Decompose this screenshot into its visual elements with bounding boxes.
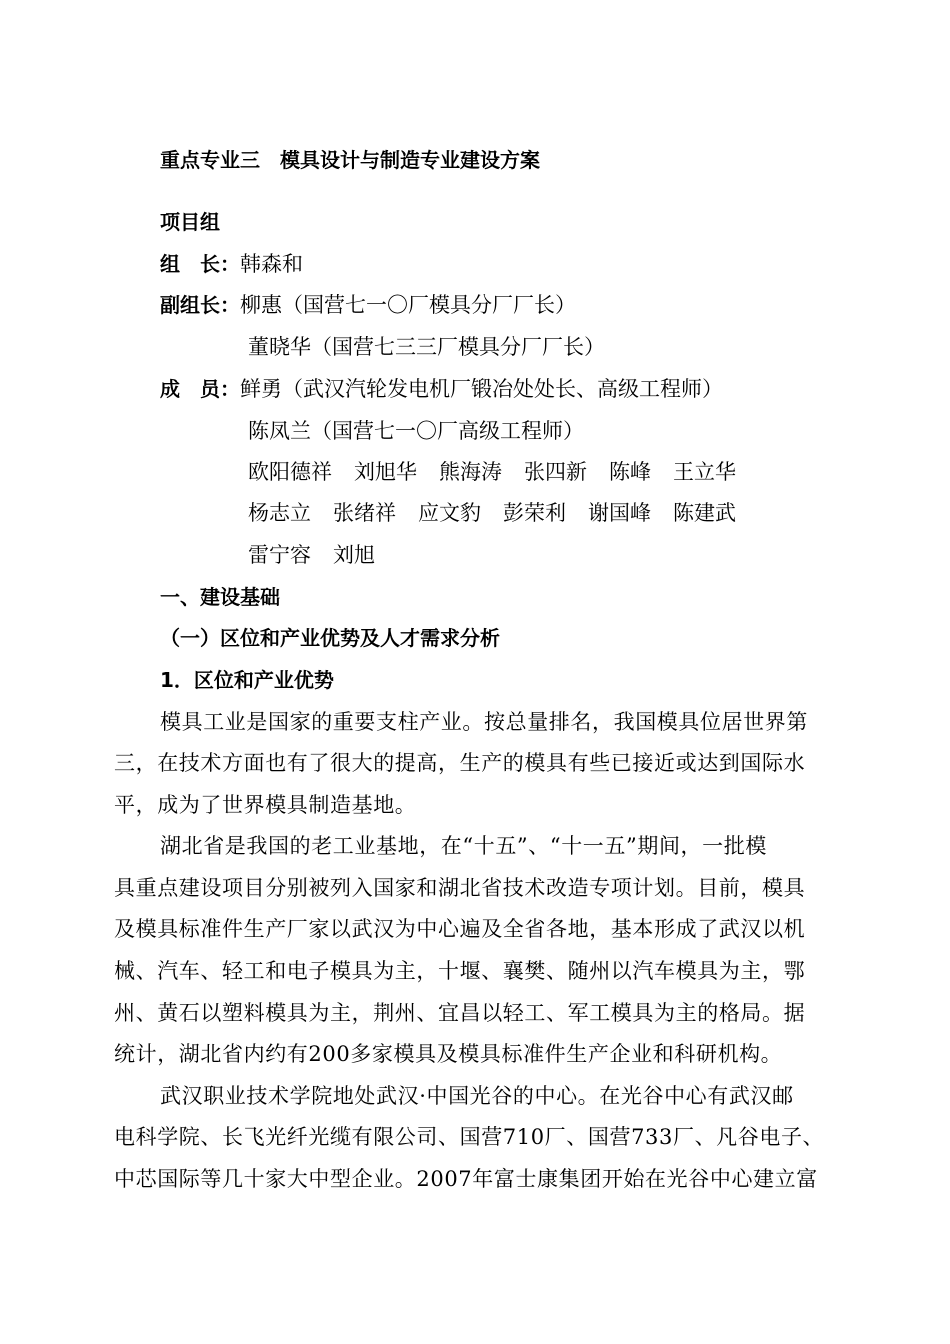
deputy-value: 董晓华（国营七三三厂模具分厂厂长）	[248, 335, 605, 359]
team-heading: 项目组	[160, 210, 220, 234]
deputy-value: 柳惠（国营七一〇厂模具分厂厂长）	[240, 293, 576, 317]
paragraph-line: 械、汽车、轻工和电子模具为主，十堰、襄樊、随州以汽车模具为主，鄂	[114, 959, 806, 983]
paragraph-line: 武汉职业技术学院地处武汉·中国光谷的中心。在光谷中心有武汉邮	[160, 1084, 794, 1108]
member-name: 陈建武	[673, 501, 736, 525]
subsubsection-heading: 1．区位和产业优势	[160, 668, 334, 692]
members-row	[160, 375, 723, 403]
member-name: 应文豹	[418, 501, 481, 525]
member-line: 陈凤兰（国营七一〇厂高级工程师）	[248, 419, 584, 443]
paragraph-line: 具重点建设项目分别被列入国家和湖北省技术改造专项计划。目前，模具	[114, 876, 806, 900]
paragraph-line: 平，成为了世界模具制造基地。	[114, 793, 417, 817]
member-names-row	[248, 499, 736, 527]
paragraph-line: 湖北省是我国的老工业基地，在“十五”、“十一五”期间，一批模	[160, 834, 767, 858]
member-name: 陈峰	[609, 460, 651, 484]
member-name: 谢国峰	[588, 501, 651, 525]
members-label: 成 员：	[160, 377, 240, 401]
paragraph-line: 模具工业是国家的重要支柱产业。按总量排名，我国模具位居世界第	[160, 710, 808, 734]
member-name: 王立华	[673, 460, 736, 484]
member-name: 杨志立	[248, 501, 311, 525]
member-name: 熊海涛	[439, 460, 502, 484]
member-name: 彭荣利	[503, 501, 566, 525]
paragraph-line: 统计，湖北省内约有200多家模具及模具标准件生产企业和科研机构。	[114, 1042, 783, 1066]
leader-row	[160, 250, 303, 278]
paragraph-line: 及模具标准件生产厂家以武汉为中心遍及全省各地，基本形成了武汉以机	[114, 917, 806, 941]
member-name: 张绪祥	[333, 501, 396, 525]
deputy-row	[160, 291, 576, 319]
paragraph-line: 三，在技术方面也有了很大的提高，生产的模具有些已接近或达到国际水	[114, 751, 806, 775]
paragraph-line: 电科学院、长飞光纤光缆有限公司、国营710厂、国营733厂、凡谷电子、	[114, 1125, 825, 1149]
paragraph-line: 州、黄石以塑料模具为主，荆州、宜昌以轻工、军工模具为主的格局。据	[114, 1001, 806, 1025]
member-names-row	[248, 541, 375, 569]
subsection-heading: （一）区位和产业优势及人才需求分析	[160, 626, 500, 650]
leader-value: 韩森和	[240, 252, 303, 276]
document-title: 重点专业三 模具设计与制造专业建设方案	[160, 148, 540, 172]
member-name: 张四新	[524, 460, 587, 484]
member-name: 刘旭华	[354, 460, 417, 484]
member-name: 雷宁容	[248, 543, 311, 567]
deputy-label: 副组长：	[160, 293, 240, 317]
leader-label: 组 长：	[160, 252, 240, 276]
member-name: 刘旭	[333, 543, 375, 567]
paragraph-line: 中芯国际等几十家大中型企业。2007年富士康集团开始在光谷中心建立富	[114, 1167, 818, 1191]
section-heading: 一、建设基础	[160, 585, 280, 609]
member-line: 鲜勇（武汉汽轮发电机厂锻冶处处长、高级工程师）	[240, 377, 723, 401]
member-name: 欧阳德祥	[248, 460, 332, 484]
member-names-row	[248, 458, 736, 486]
